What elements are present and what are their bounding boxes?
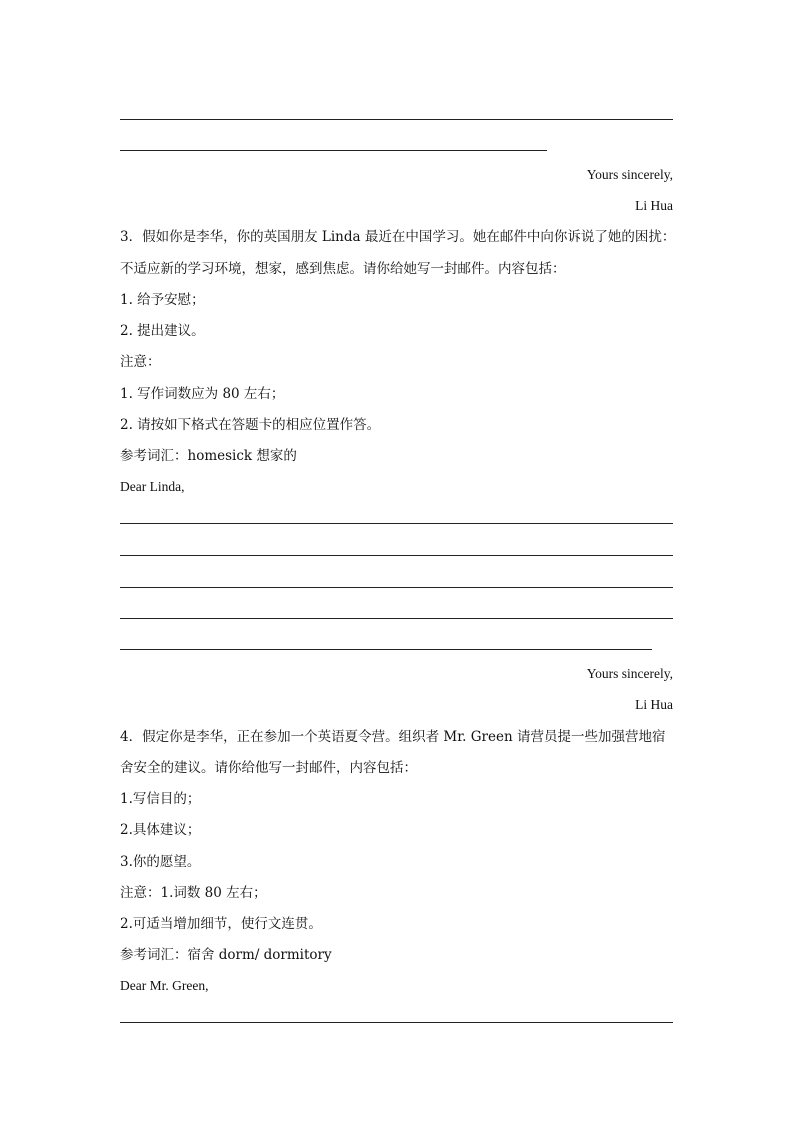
answer-line <box>120 1022 673 1023</box>
question-4-prompt: 4．假定你是李华，正在参加一个英语夏令营。组织者 Mr. Green 请营员提一些加强营地宿 <box>120 729 666 745</box>
question-4-note: 2.可适当增加细节，使行文连贯。 <box>120 916 322 932</box>
question-3-prompt: 不适应新的学习环境，想家，感到焦虑。请你给她写一封邮件。内容包括： <box>120 261 566 277</box>
question-4-note: 注意：1.词数 80 左右； <box>120 885 267 901</box>
answer-line <box>120 150 547 151</box>
question-3-vocabulary: 参考词汇：homesick 想家的 <box>120 448 297 464</box>
question-3-note: 2. 请按如下格式在答题卡的相应位置作答。 <box>120 417 381 433</box>
answer-line <box>120 119 673 120</box>
question-4-point: 2.具体建议； <box>120 822 201 838</box>
answer-line <box>120 555 673 556</box>
answer-line <box>120 618 673 619</box>
closing-text: Yours sincerely, <box>586 666 673 681</box>
question-3-salutation: Dear Linda, <box>120 479 185 494</box>
question-3-note-heading: 注意： <box>120 354 161 370</box>
question-3-point: 1. 给予安慰； <box>120 292 205 308</box>
answer-line <box>120 523 673 524</box>
signature-name: Li Hua <box>635 697 673 712</box>
question-4-point: 1.写信目的； <box>120 791 201 807</box>
question-4-point: 3.你的愿望。 <box>120 854 201 870</box>
question-4-salutation: Dear Mr. Green, <box>120 978 209 993</box>
question-3-prompt: 3．假如你是李华，你的英国朋友 Linda 最近在中国学习。她在邮件中向你诉说了她的困扰： <box>120 229 676 245</box>
question-3-note: 1. 写作词数应为 80 左右； <box>120 386 285 402</box>
question-4-vocabulary: 参考词汇：宿舍 dorm/ dormitory <box>120 947 332 963</box>
closing-text: Yours sincerely, <box>586 167 673 182</box>
answer-line <box>120 587 673 588</box>
question-3-point: 2. 提出建议。 <box>120 323 205 339</box>
question-4-prompt: 舍安全的建议。请你给他写一封邮件，内容包括： <box>120 760 417 776</box>
signature-name: Li Hua <box>635 198 673 213</box>
answer-line <box>120 649 652 650</box>
